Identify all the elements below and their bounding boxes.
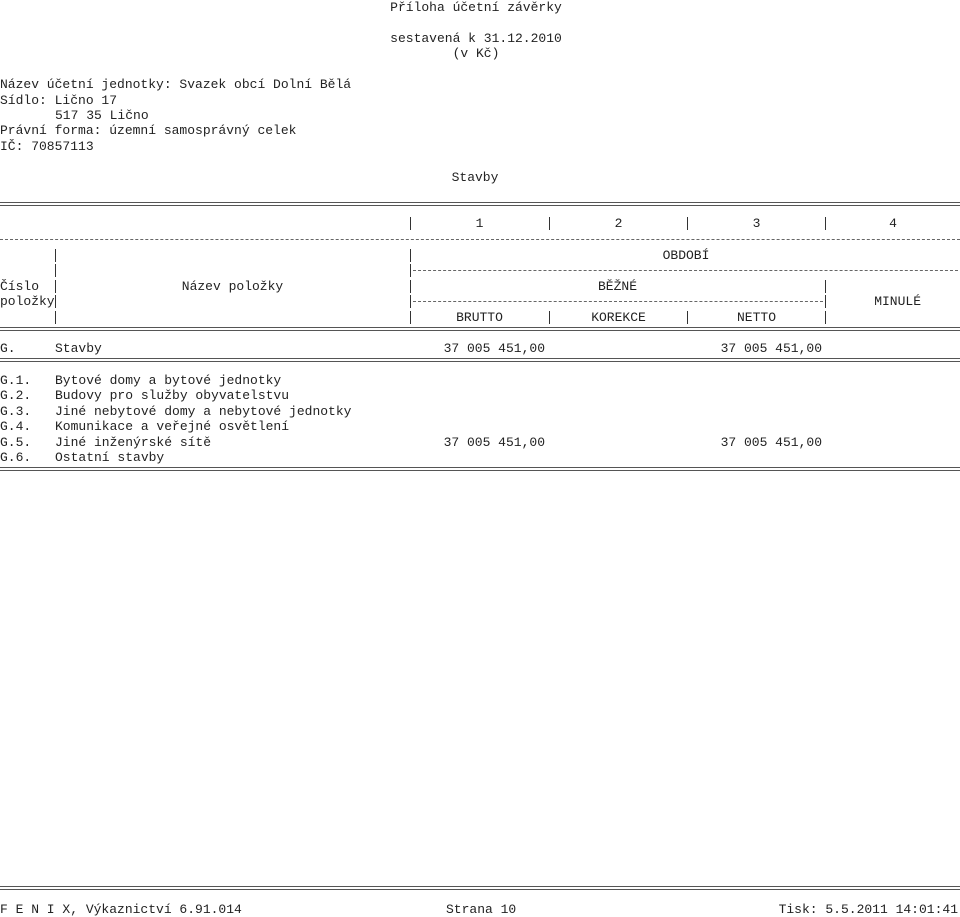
column-divider xyxy=(410,311,411,324)
column-divider xyxy=(825,280,826,293)
column-divider xyxy=(410,280,411,293)
column-divider xyxy=(549,217,550,230)
table-row-code: G.3. xyxy=(0,404,32,419)
header-polozky: položky xyxy=(0,294,55,309)
total-row-code: G. xyxy=(0,341,16,356)
column-divider xyxy=(825,295,826,308)
table-row-name: Jiné inženýrské sítě xyxy=(55,435,212,450)
header-cislo: Číslo xyxy=(0,279,40,294)
column-divider xyxy=(55,280,56,293)
column-divider xyxy=(55,311,56,324)
total-row-brutto: 37 005 451,00 xyxy=(443,341,545,356)
double-rule xyxy=(0,327,960,331)
column-divider xyxy=(55,249,56,262)
section-title: Stavby xyxy=(451,170,499,185)
column-divider xyxy=(687,311,688,324)
dashed-rule xyxy=(0,239,960,240)
column-divider xyxy=(549,311,550,324)
dashed-rule xyxy=(413,301,823,302)
table-row-name: Jiné nebytové domy a nebytové jednotky xyxy=(55,404,352,419)
header-bezne: BĚŽNÉ xyxy=(597,279,637,294)
table-row-code: G.2. xyxy=(0,388,32,403)
double-rule xyxy=(0,467,960,471)
column-divider xyxy=(825,217,826,230)
entity-seat: Sídlo: Lično 17 xyxy=(0,93,118,108)
column-divider xyxy=(410,264,411,277)
entity-name: Název účetní jednotky: Svazek obcí Dolní Bělá xyxy=(0,77,352,92)
column-divider xyxy=(55,295,56,308)
header-nazev-polozky: Název položky xyxy=(181,279,284,294)
entity-address: 517 35 Lično xyxy=(55,108,149,123)
total-row-netto: 37 005 451,00 xyxy=(720,341,822,356)
header-obdobi: OBDOBÍ xyxy=(662,248,710,263)
report-title: Příloha účetní závěrky xyxy=(390,0,562,15)
column-divider xyxy=(825,311,826,324)
table-row-code: G.6. xyxy=(0,450,32,465)
header-brutto: BRUTTO xyxy=(456,310,503,325)
table-row-brutto: 37 005 451,00 xyxy=(443,435,545,450)
footer-double-rule xyxy=(0,886,960,890)
footer-print-date: Tisk: 5.5.2011 14:01:41 xyxy=(778,902,958,917)
table-row-name: Bytové domy a bytové jednotky xyxy=(55,373,282,388)
column-number-3: 3 xyxy=(752,216,761,231)
table-row-netto: 37 005 451,00 xyxy=(720,435,822,450)
column-divider xyxy=(687,217,688,230)
column-number-2: 2 xyxy=(614,216,623,231)
entity-legal-form: Právní forma: územní samosprávný celek xyxy=(0,123,297,138)
double-rule xyxy=(0,358,960,362)
column-divider xyxy=(55,264,56,277)
table-row-name: Ostatní stavby xyxy=(55,450,165,465)
report-date: sestavená k 31.12.2010 xyxy=(390,31,562,46)
table-row-name: Budovy pro služby obyvatelstvu xyxy=(55,388,290,403)
column-number-4: 4 xyxy=(889,216,897,231)
double-rule xyxy=(0,202,960,206)
footer-page-number: Strana 10 xyxy=(446,902,517,917)
entity-ic: IČ: 70857113 xyxy=(0,139,94,154)
table-row-code: G.1. xyxy=(0,373,32,388)
column-divider xyxy=(410,249,411,262)
table-row-name: Komunikace a veřejné osvětlení xyxy=(55,419,290,434)
header-korekce: KOREKCE xyxy=(591,310,646,325)
column-number-1: 1 xyxy=(475,216,484,231)
header-netto: NETTO xyxy=(736,310,776,325)
report-currency: (v Kč) xyxy=(452,46,500,61)
table-row-code: G.5. xyxy=(0,435,32,450)
total-row-name: Stavby xyxy=(55,341,102,356)
footer-software: F E N I X, Výkaznictví 6.91.014 xyxy=(0,902,242,917)
column-divider xyxy=(410,295,411,308)
header-minule: MINULÉ xyxy=(874,294,921,309)
column-divider xyxy=(410,217,411,230)
dashed-rule xyxy=(413,270,958,271)
table-row-code: G.4. xyxy=(0,419,32,434)
